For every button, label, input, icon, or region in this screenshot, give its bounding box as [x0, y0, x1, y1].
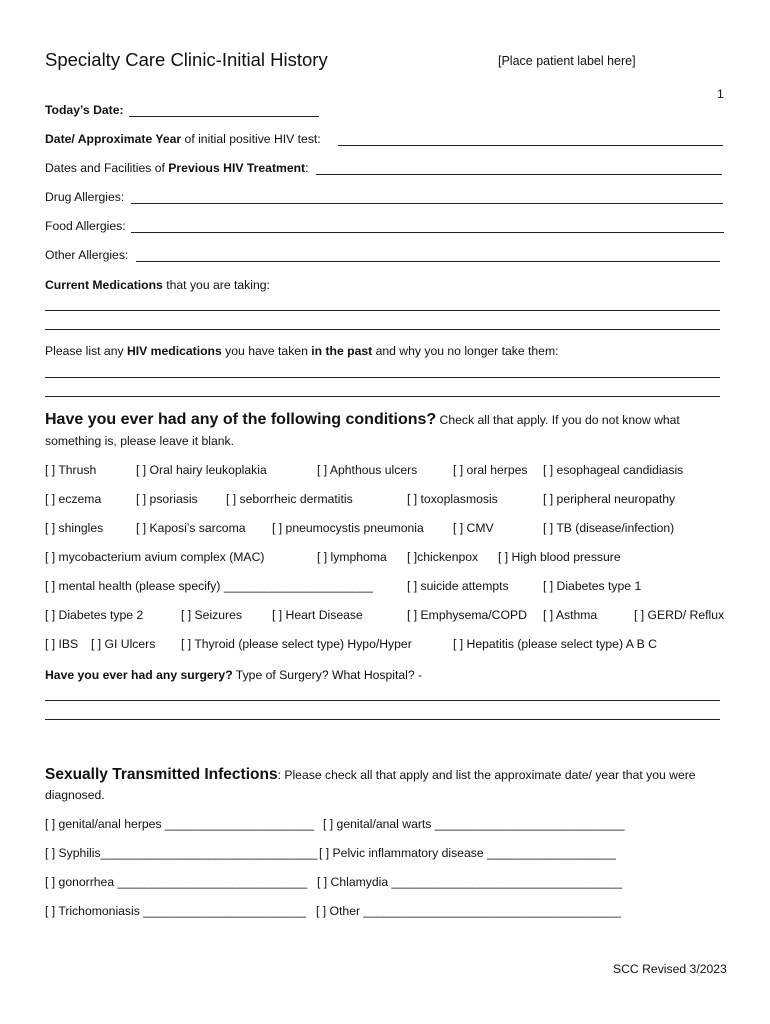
current-meds-row: [45, 278, 270, 292]
hiv-meds-text-3: and why you no longer take them:: [372, 344, 559, 358]
sti-syphilis[interactable]: [ ] Syphilis________________________________: [45, 846, 318, 860]
surgery-instruction: Type of Surgery? What Hospital? -: [232, 668, 423, 682]
conditions-heading-row: [45, 411, 680, 429]
condition-toxoplasmosis[interactable]: [ ] toxoplasmosis: [407, 492, 498, 506]
patient-label-placeholder: [Place patient label here]: [498, 54, 636, 68]
condition-psoriasis[interactable]: [ ] psoriasis: [136, 492, 198, 506]
condition-mental-health[interactable]: [ ] mental health (please specify) ______________________: [45, 579, 373, 593]
hiv-meds-text-1: Please list any: [45, 344, 127, 358]
condition-esophageal-candidiasis[interactable]: [ ] esophageal candidiasis: [543, 463, 684, 477]
hiv-meds-line-1[interactable]: [45, 377, 720, 378]
prev-treatment-label-bold: Previous HIV Treatment: [168, 161, 306, 175]
condition-lymphoma[interactable]: [ ] lymphoma: [317, 550, 387, 564]
todays-date-label: Today’s Date:: [45, 103, 124, 117]
current-meds-line-2[interactable]: [45, 329, 720, 330]
todays-date-row: [45, 103, 124, 117]
todays-date-field[interactable]: [129, 116, 319, 117]
condition-gerd-reflux[interactable]: [ ] GERD/ Reflux: [634, 608, 725, 622]
conditions-instruction: Check all that apply. If you do not know what: [436, 413, 680, 427]
prev-treatment-field[interactable]: [316, 174, 722, 175]
food-allergies-label: Food Allergies:: [45, 219, 126, 233]
drug-allergies-label: Drug Allergies:: [45, 190, 125, 204]
page-number: 1: [717, 87, 724, 101]
sti-other[interactable]: [ ] Other ______________________________________: [316, 904, 621, 918]
sti-gonorrhea[interactable]: [ ] gonorrhea ____________________________: [45, 875, 308, 889]
sti-genital-herpes[interactable]: [ ] genital/anal herpes ______________________: [45, 817, 315, 831]
food-allergies-field[interactable]: [131, 232, 724, 233]
conditions-instruction-2: something is, please leave it blank.: [45, 434, 235, 448]
condition-oral-hairy-leukoplakia[interactable]: [ ] Oral hairy leukoplakia: [136, 463, 267, 477]
condition-peripheral-neuropathy[interactable]: [ ] peripheral neuropathy: [543, 492, 676, 506]
sti-chlamydia[interactable]: [ ] Chlamydia __________________________________: [317, 875, 622, 889]
hiv-meds-text-bold-2: in the past: [311, 344, 373, 358]
current-meds-label: that you are taking:: [162, 278, 270, 292]
condition-chickenpox[interactable]: [ ]chickenpox: [407, 550, 479, 564]
sti-instruction-2: diagnosed.: [45, 788, 105, 802]
surgery-line-2[interactable]: [45, 719, 720, 720]
hiv-meds-line-2[interactable]: [45, 396, 720, 397]
condition-thyroid[interactable]: [ ] Thyroid (please select type) Hypo/Hyper: [181, 637, 412, 651]
condition-hepatitis[interactable]: [ ] Hepatitis (please select type) A B C: [453, 637, 657, 651]
condition-mac[interactable]: [ ] mycobacterium avium complex (MAC): [45, 550, 265, 564]
condition-thrush[interactable]: [ ] Thrush: [45, 463, 97, 477]
condition-tb[interactable]: [ ] TB (disease/infection): [543, 521, 675, 535]
condition-seizures[interactable]: [ ] Seizures: [181, 608, 242, 622]
condition-kaposis-sarcoma[interactable]: [ ] Kaposi’s sarcoma: [136, 521, 246, 535]
hiv-test-date-field[interactable]: [338, 145, 723, 146]
revision-note: SCC Revised 3/2023: [613, 962, 727, 976]
surgery-line-1[interactable]: [45, 700, 720, 701]
hiv-test-label: of initial positive HIV test:: [181, 132, 321, 146]
surgery-question: Have you ever had any surgery?: [45, 668, 233, 682]
sti-genital-warts[interactable]: [ ] genital/anal warts ____________________________: [323, 817, 625, 831]
condition-seborrheic-dermatitis[interactable]: [ ] seborrheic dermatitis: [226, 492, 353, 506]
hiv-meds-text-2: you have taken: [221, 344, 312, 358]
prev-treatment-colon: :: [305, 161, 309, 175]
prev-treatment-label: Dates and Facilities of: [45, 161, 169, 175]
condition-high-blood-pressure[interactable]: [ ] High blood pressure: [498, 550, 621, 564]
condition-emphysema-copd[interactable]: [ ] Emphysema/COPD: [407, 608, 527, 622]
hiv-meds-text-bold-1: HIV medications: [126, 344, 222, 358]
condition-aphthous-ulcers[interactable]: [ ] Aphthous ulcers: [317, 463, 418, 477]
condition-suicide-attempts[interactable]: [ ] suicide attempts: [407, 579, 509, 593]
form-title: Specialty Care Clinic-Initial History: [45, 49, 328, 70]
prev-treatment-row: [45, 161, 309, 175]
sti-pid[interactable]: [ ] Pelvic inflammatory disease ___________________: [319, 846, 616, 860]
condition-diabetes-type-1[interactable]: [ ] Diabetes type 1: [543, 579, 642, 593]
surgery-row: [45, 668, 422, 682]
condition-oral-herpes[interactable]: [ ] oral herpes: [453, 463, 528, 477]
current-meds-label-bold: Current Medications: [45, 278, 163, 292]
condition-cmv[interactable]: [ ] CMV: [453, 521, 494, 535]
condition-pneumocystis-pneumonia[interactable]: [ ] pneumocystis pneumonia: [272, 521, 424, 535]
sti-heading: Sexually Transmitted Infections: [45, 766, 278, 783]
condition-shingles[interactable]: [ ] shingles: [45, 521, 104, 535]
condition-heart-disease[interactable]: [ ] Heart Disease: [272, 608, 363, 622]
condition-diabetes-type-2[interactable]: [ ] Diabetes type 2: [45, 608, 144, 622]
other-allergies-label: Other Allergies:: [45, 248, 129, 262]
condition-gi-ulcers[interactable]: [ ] GI Ulcers: [91, 637, 156, 651]
condition-ibs[interactable]: [ ] IBS: [45, 637, 79, 651]
drug-allergies-field[interactable]: [131, 203, 723, 204]
sti-instruction: : Please check all that apply and list the approximate date/ year that you were: [277, 768, 696, 782]
sti-heading-row: [45, 766, 696, 784]
condition-asthma[interactable]: [ ] Asthma: [543, 608, 598, 622]
conditions-heading: Have you ever had any of the following conditions?: [45, 411, 437, 428]
sti-trichomoniasis[interactable]: [ ] Trichomoniasis ________________________: [45, 904, 306, 918]
hiv-test-label-bold: Date/ Approximate Year: [45, 132, 182, 146]
condition-eczema[interactable]: [ ] eczema: [45, 492, 102, 506]
other-allergies-field[interactable]: [136, 261, 720, 262]
current-meds-line-1[interactable]: [45, 310, 720, 311]
hiv-meds-row: [45, 344, 559, 358]
hiv-test-row: [45, 132, 321, 146]
